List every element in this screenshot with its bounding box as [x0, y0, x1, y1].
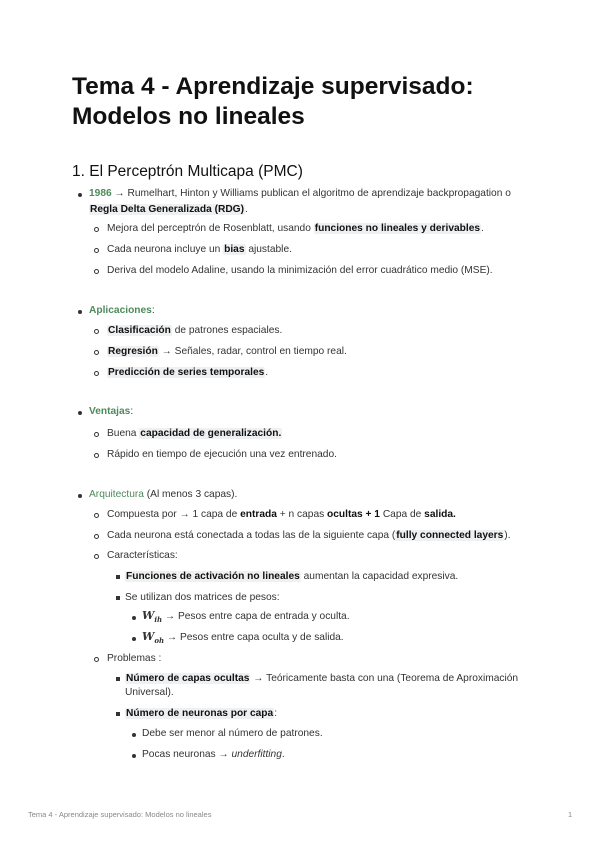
list-item: Clasificación de patrones espaciales.: [108, 325, 283, 336]
list-item: $W_{ih}$ → Pesos entre capa de entrada y oculta.: [142, 609, 350, 625]
list-item: Compuesta por → 1 capa de entrada + n capas ocultas + 1 Capa de salida.: [107, 509, 456, 520]
bullet-disc: [132, 733, 136, 737]
list-item: Rápido en tiempo de ejecución una vez entrenado.: [107, 449, 337, 460]
bullet-square: [116, 596, 120, 600]
list-item: Se utilizan dos matrices de pesos:: [125, 592, 280, 603]
page-title: Tema 4 - Aprendizaje supervisado: Modelos no lineales: [72, 73, 474, 130]
list-item: Pocas neuronas → underfitting.: [142, 749, 285, 760]
list-item-cont: Universal).: [125, 687, 174, 698]
bullet-square: [116, 677, 120, 681]
bullet-circle: [94, 248, 99, 253]
arquitectura-heading: Arquitectura (Al menos 3 capas).: [89, 489, 238, 500]
bullet-circle: [94, 453, 99, 458]
list-item: Problemas :: [107, 653, 162, 664]
section-heading: 1. El Perceptrón Multicapa (PMC): [72, 163, 303, 180]
bullet-disc: [132, 616, 136, 620]
bullet-disc: [132, 637, 136, 641]
footer-title: Tema 4 - Aprendizaje supervisado: Modelos no lineales: [28, 810, 212, 819]
list-item: Regresión → Señales, radar, control en tiempo real.: [108, 346, 347, 357]
list-item: Funciones de activación no lineales aumentan la capacidad expresiva.: [126, 571, 459, 582]
list-item: Mejora del perceptrón de Rosenblatt, usando funciones no lineales y derivables.: [107, 223, 484, 234]
list-item: Cada neurona incluye un bias ajustable.: [107, 244, 292, 255]
bullet-circle: [94, 657, 99, 662]
list-item: Deriva del modelo Adaline, usando la minimización del error cuadrático medio (MSE).: [107, 265, 493, 276]
list-item: Predicción de series temporales.: [108, 367, 269, 378]
bullet-disc: [78, 494, 82, 498]
page-number: 1: [568, 810, 573, 819]
bullet-disc: [78, 310, 82, 314]
bullet-circle: [94, 371, 99, 376]
bullet-circle: [94, 227, 99, 232]
ventajas-heading: Ventajas:: [89, 406, 134, 417]
bullet-circle: [94, 513, 99, 518]
history-line-2: Regla Delta Generalizada (RDG).: [90, 204, 248, 215]
bullet-disc: [78, 193, 82, 197]
list-item: Características:: [107, 550, 178, 561]
list-item: Número de neuronas por capa:: [126, 708, 278, 719]
list-item: Debe ser menor al número de patrones.: [142, 728, 323, 739]
bullet-square: [116, 575, 120, 579]
bullet-disc: [132, 754, 136, 758]
list-item: $W_{oh}$ → Pesos entre capa oculta y de salida.: [142, 630, 344, 646]
list-item: Número de capas ocultas → Teóricamente basta con una (Teorema de Aproximación: [126, 673, 519, 684]
bullet-circle: [94, 269, 99, 274]
bullet-circle: [94, 329, 99, 334]
bullet-disc: [78, 411, 82, 415]
bullet-circle: [94, 350, 99, 355]
list-item: Cada neurona está conectada a todas las de la siguiente capa (fully connected layers).: [107, 530, 511, 541]
list-item: Buena capacidad de generalización.: [107, 428, 282, 439]
bullet-circle: [94, 534, 99, 539]
bullet-circle: [94, 554, 99, 559]
bullet-circle: [94, 432, 99, 437]
aplicaciones-heading: Aplicaciones:: [89, 305, 155, 316]
history-line: 1986 → Rumelhart, Hinton y Williams publican el algoritmo de aprendizaje backpropagation o: [89, 188, 511, 199]
bullet-square: [116, 712, 120, 716]
